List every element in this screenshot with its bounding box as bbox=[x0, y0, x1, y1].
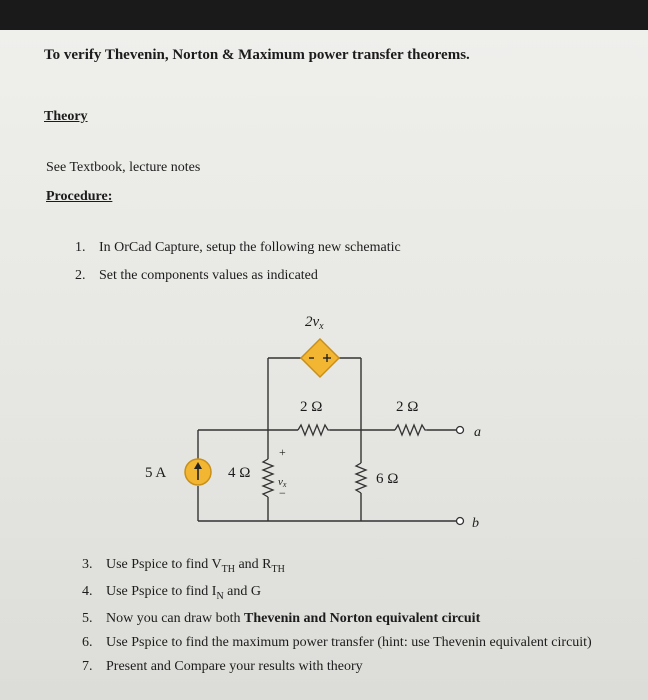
step-number: 3. bbox=[82, 557, 93, 572]
document-title: To verify Thevenin, Norton & Maximum power transfer theorems. bbox=[44, 47, 470, 63]
step-5: 5. Now you can draw both Thevenin and Norton equivalent circuit bbox=[82, 611, 481, 626]
step-3: 3. Use Pspice to find $V_{TH}$ and $R_{TH}$ bbox=[82, 557, 285, 575]
resistor-6ohm bbox=[356, 463, 366, 493]
r4-label: 4 Ω bbox=[228, 465, 251, 481]
step-text: In OrCad Capture, setup the following new schematic bbox=[99, 240, 401, 255]
terminal-a bbox=[457, 427, 464, 434]
terminal-b bbox=[457, 518, 464, 525]
r2-right-label: 2 Ω bbox=[396, 399, 419, 415]
vx-plus: + bbox=[279, 445, 286, 459]
step-number: 1. bbox=[75, 240, 86, 255]
resistor-2ohm-right bbox=[395, 425, 427, 435]
current-source-label: 5 A bbox=[145, 465, 167, 481]
step-4: 4. Use Pspice to find $I_N$ and G bbox=[82, 584, 261, 602]
step-number: 7. bbox=[82, 659, 93, 674]
step-number: 2. bbox=[75, 268, 86, 283]
step-number: 6. bbox=[82, 635, 93, 650]
dependent-voltage-source bbox=[301, 339, 339, 377]
step-6: 6. Use Pspice to find the maximum power transfer (hint: use Thevenin equivalent circuit) bbox=[82, 635, 592, 650]
r6-label: 6 Ω bbox=[376, 471, 399, 487]
step-number: 4. bbox=[82, 584, 93, 599]
step-text: Set the components values as indicated bbox=[99, 268, 318, 283]
resistor-4ohm bbox=[263, 459, 273, 497]
step-number: 5. bbox=[82, 611, 93, 626]
terminal-b-label: b bbox=[472, 516, 479, 531]
see-textbook-text: See Textbook, lecture notes bbox=[46, 160, 201, 175]
circuit-wires bbox=[198, 358, 460, 521]
vx-minus: − bbox=[279, 486, 286, 500]
resistor-2ohm-left bbox=[298, 425, 330, 435]
step-7: 7. Present and Compare your results with theory bbox=[82, 659, 363, 674]
theory-heading: Theory bbox=[44, 109, 88, 124]
vx-label: vx bbox=[278, 476, 287, 489]
dep-source-label: $2v_x$ bbox=[305, 314, 324, 332]
terminal-a-label: a bbox=[474, 425, 481, 440]
r2-left-label: 2 Ω bbox=[300, 399, 323, 415]
procedure-heading: Procedure: bbox=[46, 189, 113, 204]
